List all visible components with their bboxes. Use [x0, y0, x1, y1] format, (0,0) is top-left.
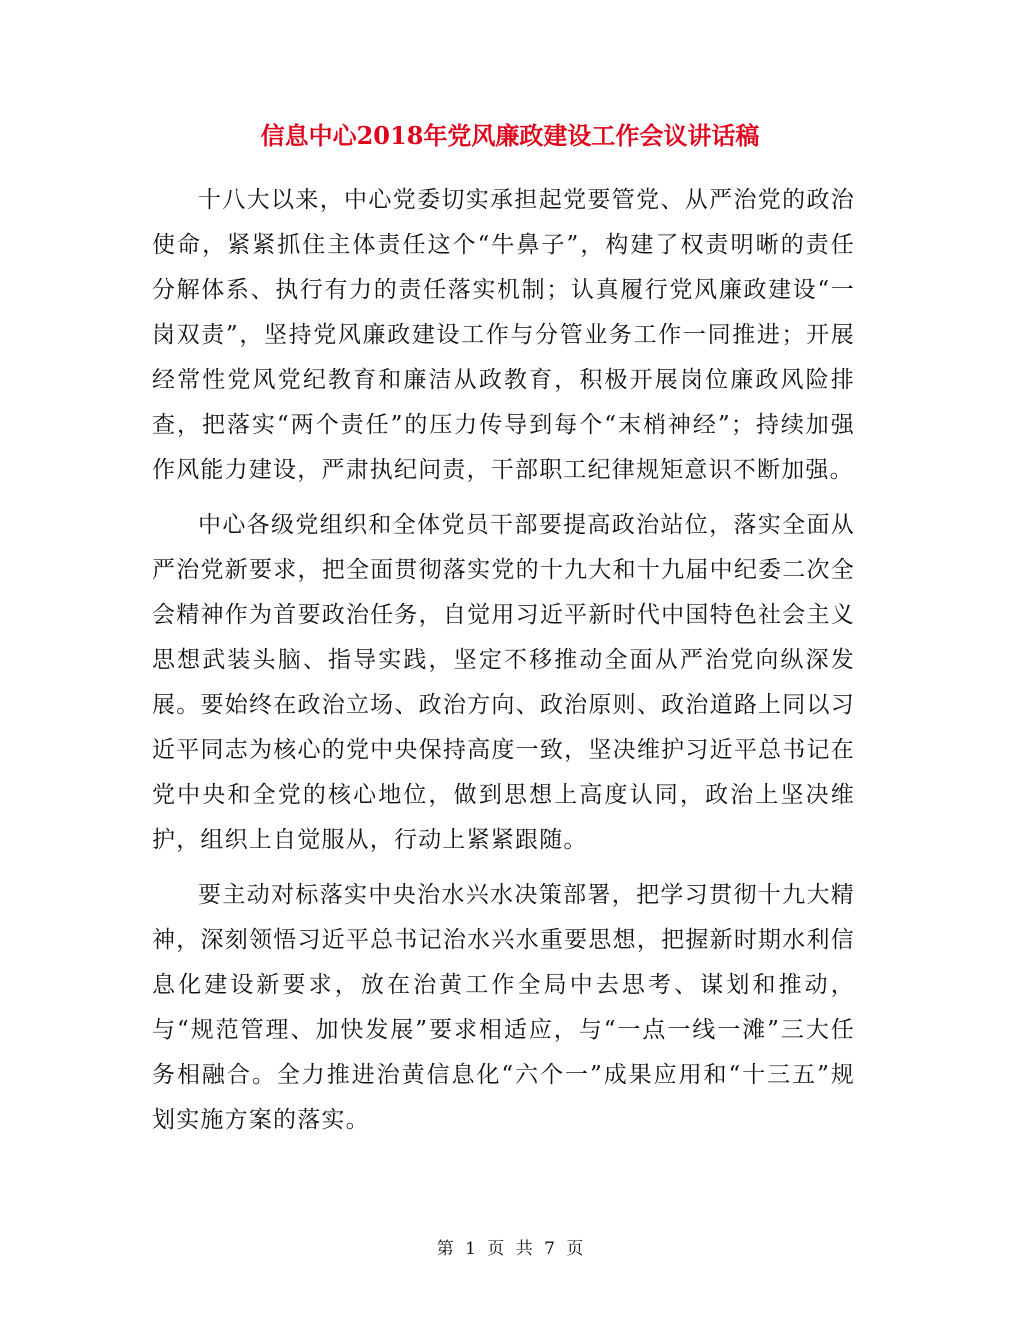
document-body: [152, 178, 855, 1153]
body-paragraph-3: 要主动对标落实中央治水兴水决策部署，把学习贯彻十九大精神，深刻领悟习近平总书记治水兴水重要思想，把握新时期水利信息化建设新要求，放在治黄工作全局中去思考、谋划和推动，与“规范管理、加快发展”要求相适应，与“一点一线一滩”三大任务相融合。全力推进治黄信息化“六个一”成果应用和“十三五”规划实施方案的落实。: [152, 882, 855, 1133]
body-paragraph-2: 中心各级党组织和全体党员干部要提高政治站位，落实全面从严治党新要求，把全面贯彻落实党的十九大和十九届中纪委二次全会精神作为首要政治任务，自觉用习近平新时代中国特色社会主义思想武装头脑、指导实践，坚定不移推动全面从严治党向纵深发展。要始终在政治立场、政治方向、政治原则、政治道路上同以习近平同志为核心的党中央保持高度一致，坚决维护习近平总书记在党中央和全党的核心地位，做到思想上高度认同，政治上坚决维护，组织上自觉服从，行动上紧紧跟随。: [152, 512, 855, 853]
document-title: 信息中心2018年党风廉政建设工作会议讲话稿: [260, 121, 760, 150]
body-paragraph-1: 十八大以来，中心党委切实承担起党要管党、从严治党的政治使命，紧紧抓住主体责任这个“牛鼻子”，构建了权责明晰的责任分解体系、执行有力的责任落实机制；认真履行党风廉政建设“一岗双责”，坚持党风廉政建设工作与分管业务工作一同推进；开展经常性党风党纪教育和廉洁从政教育，积极开展岗位廉政风险排查，把落实“两个责任”的压力传导到每个“末梢神经”；持续加强作风能力建设，严肃执纪问责，干部职工纪律规矩意识不断加强。: [152, 187, 855, 483]
page-number-footer: 第 1 页 共 7 页: [436, 1239, 584, 1259]
